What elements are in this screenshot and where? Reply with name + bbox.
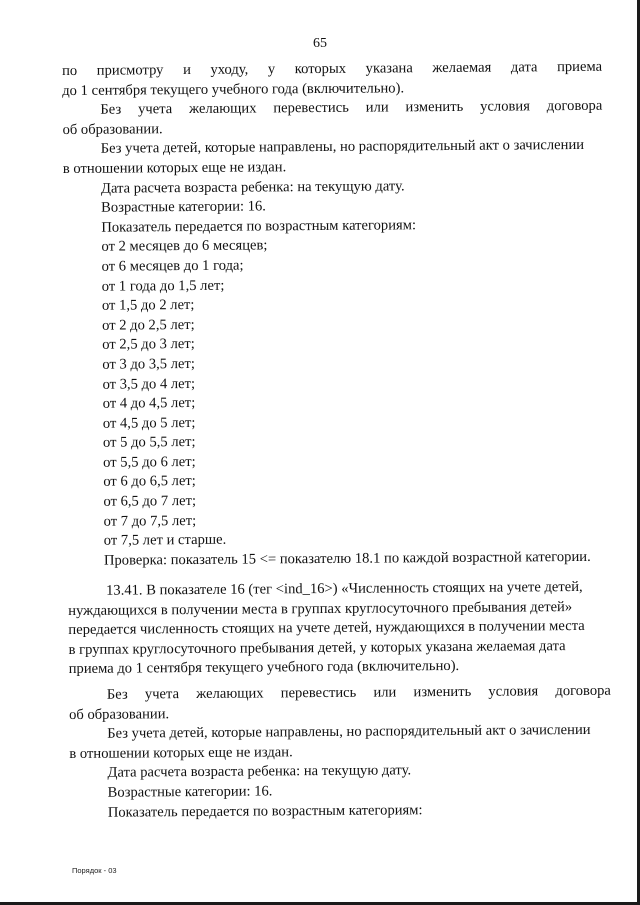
word: перевестись: [280, 684, 357, 702]
word: уходу,: [210, 61, 249, 78]
text-line: Возрастные категории: 16.: [107, 783, 273, 801]
word: дата: [510, 59, 538, 76]
word: договора: [555, 682, 611, 700]
text-line: в группах круглосуточного пребывания детей, у которых указана желаемая дата: [68, 637, 566, 658]
word: Без: [106, 686, 128, 703]
word: желающих: [196, 685, 264, 702]
age-category-item: от 3,5 до 4 лет;: [102, 375, 196, 393]
word: указана: [365, 60, 413, 77]
check-rule: Проверка: показатель 15 <= показателю 18.1 по каждой возрастной категории.: [103, 548, 591, 569]
word: изменить: [413, 683, 472, 701]
age-category-item: от 2 до 2,5 лет;: [102, 316, 195, 334]
word: учета: [144, 686, 180, 703]
age-category-item: от 7,5 лет и старше.: [103, 531, 227, 549]
age-category-item: от 4,5 до 5 лет;: [102, 414, 196, 432]
page-number: 65: [313, 36, 327, 51]
text-line: об образовании.: [62, 120, 163, 138]
word: договора: [546, 97, 603, 115]
age-category-item: от 3 до 3,5 лет;: [102, 355, 195, 373]
age-category-item: от 5,5 до 6 лет;: [103, 453, 196, 471]
text-line: в отношении которых еще не издан.: [62, 159, 287, 177]
word: присмотру: [96, 62, 164, 79]
lower-text-block: [68, 578, 612, 823]
word: и: [182, 61, 191, 79]
word: изменить: [405, 99, 464, 116]
age-category-item: от 5 до 5,5 лет;: [102, 434, 196, 451]
word: или: [365, 99, 389, 116]
word: Без: [100, 101, 122, 118]
age-category-item: от 1 года до 1,5 лет;: [101, 277, 225, 295]
text-line: Без учета детей, которые направлены, но распорядительный акт о зачислении: [107, 722, 591, 742]
word: желаемая: [432, 59, 492, 77]
text-line: нуждающихся в получении места в группах круглосуточного пребывания детей»: [68, 598, 573, 619]
text-line: Показатель передается по возрастным категориям:: [107, 801, 423, 821]
word: перевестись: [273, 99, 349, 117]
text-line: Дата расчета возраста ребенка: на текущую дату.: [107, 762, 412, 782]
age-category-item: от 6 до 6,5 лет;: [103, 473, 196, 491]
text-line: об образовании.: [68, 705, 170, 723]
word: по: [62, 62, 78, 79]
text-line: Возрастные категории: 16.: [101, 198, 266, 216]
text-line: Дата расчета возраста ребенка: на текущую дату.: [100, 177, 405, 197]
age-category-item: от 2,5 до 3 лет;: [102, 336, 195, 354]
word: условия: [488, 683, 539, 700]
upper-text-block: [62, 58, 606, 572]
age-category-item: от 2 месяцев до 6 месяцев;: [101, 237, 268, 256]
text-line: до 1 сентября текущего учебного года (включительно).: [62, 79, 405, 99]
age-category-item: от 4 до 4,5 лет;: [102, 395, 196, 412]
word: учета: [138, 101, 173, 118]
word: или: [373, 684, 397, 701]
text-line: передается численность стоящих на учете детей, нуждающихся в получении места: [68, 618, 585, 639]
age-category-item: от 6 месяцев до 1 года;: [101, 257, 244, 275]
text-line: Показатель передается по возрастным категориям:: [101, 216, 417, 236]
word: желающих: [189, 100, 257, 118]
word: приема: [556, 58, 603, 76]
age-category-item: от 1,5 до 2 лет;: [101, 297, 195, 314]
text-line: в отношении которых еще не издан.: [69, 743, 293, 762]
word: условия: [480, 98, 530, 115]
word: которых: [294, 60, 347, 78]
age-category-item: от 6,5 до 7 лет;: [103, 493, 197, 510]
age-category-item: от 7 до 7,5 лет;: [103, 512, 197, 530]
section-heading-line: 13.41. В показателе 16 (тег <ind_16>) «Численность стоящих на учете детей,: [106, 578, 583, 599]
footer-label: Порядок - 03: [72, 866, 117, 875]
text-line: приема до 1 сентября текущего учебного года (включительно).: [68, 658, 460, 678]
text-line: Без учета детей, которые направлены, но распорядительный акт о зачислении: [100, 137, 585, 158]
word: у: [267, 61, 276, 78]
